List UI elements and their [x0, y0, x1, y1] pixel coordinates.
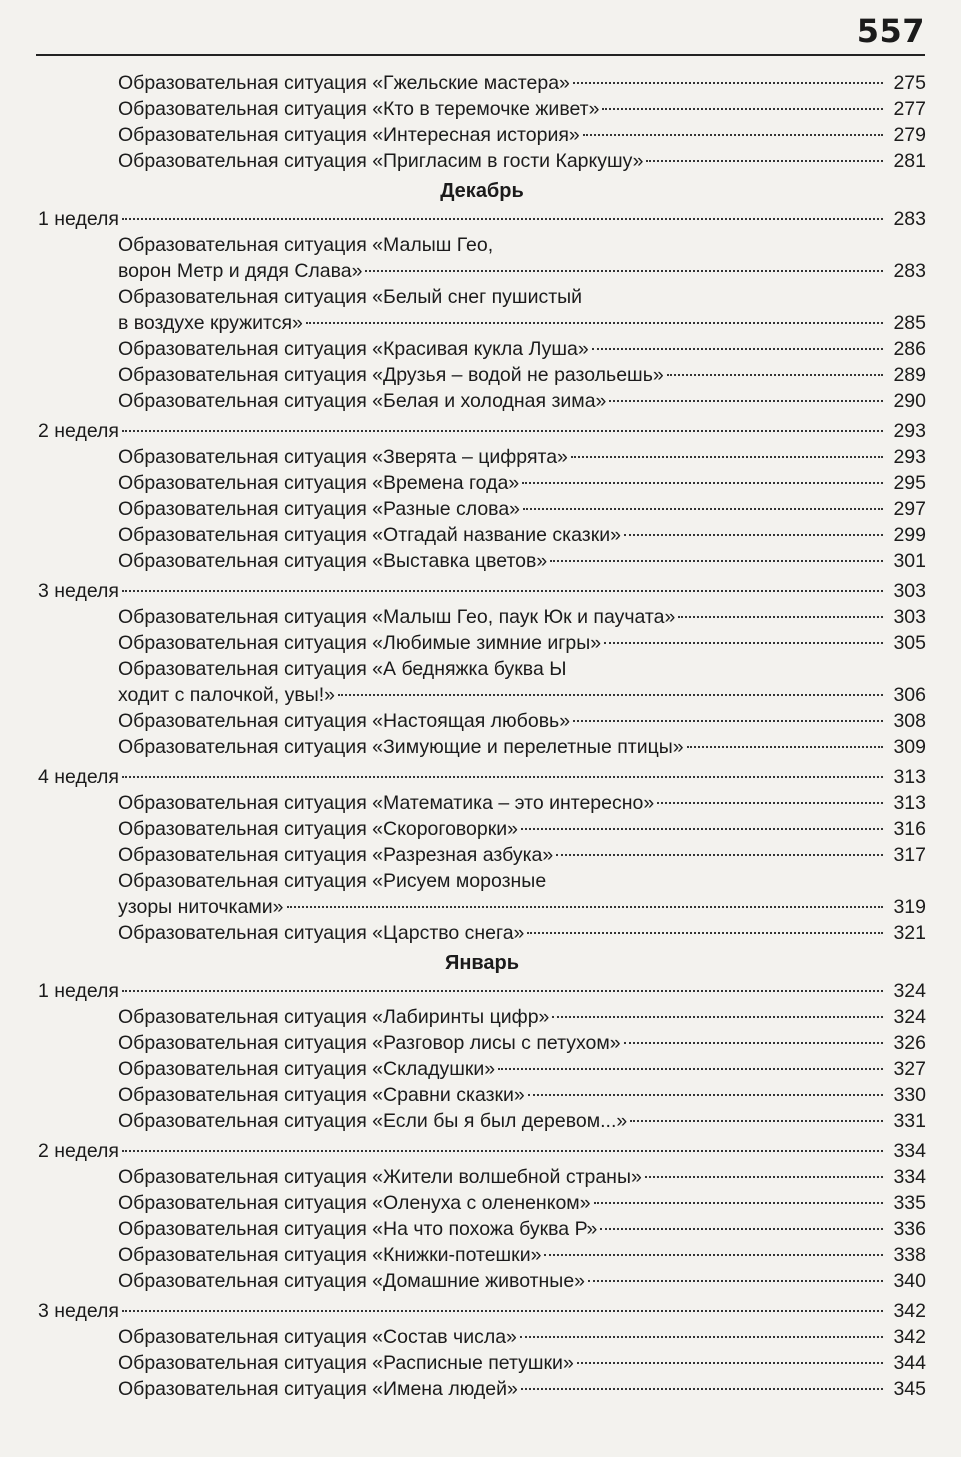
toc-entry[interactable]: Образовательная ситуация «Настоящая любовь» 308 [118, 710, 926, 732]
toc-entry[interactable]: Образовательная ситуация «Выставка цветов» 301 [118, 550, 926, 572]
header-rule [36, 54, 925, 56]
toc-entry[interactable]: Образовательная ситуация «Математика – это интересно» 313 [118, 792, 926, 814]
toc-entry[interactable]: Образовательная ситуация «На что похожа буква Р» 336 [118, 1218, 926, 1240]
toc-entry[interactable]: Образовательная ситуация «Имена людей» 345 [118, 1378, 926, 1400]
toc-entry[interactable]: Образовательная ситуация «Состав числа» 342 [118, 1326, 926, 1348]
week-entry[interactable]: 4 неделя 313 [38, 766, 926, 788]
toc-entry[interactable]: Образовательная ситуация «Разрезная азбука» 317 [118, 844, 926, 866]
toc-entry[interactable]: Образовательная ситуация «Интересная история» 279 [118, 124, 926, 146]
table-of-contents [38, 70, 926, 1402]
toc-entry[interactable]: Образовательная ситуация «Скороговорки» 316 [118, 818, 926, 840]
toc-entry[interactable]: Образовательная ситуация «Кто в теремочке живет» 277 [118, 98, 926, 120]
toc-entry[interactable]: Образовательная ситуация «Книжки-потешки» 338 [118, 1244, 926, 1266]
page-number: 557 [856, 12, 925, 50]
toc-entry[interactable]: Образовательная ситуация «Малыш Гео, паук Юк и паучата» 303 [118, 606, 926, 628]
week-entry[interactable]: 3 неделя 303 [38, 580, 926, 602]
toc-entry[interactable]: Образовательная ситуация «Гжельские мастера» 275 [118, 72, 926, 94]
toc-entry[interactable]: Образовательная ситуация «Лабиринты цифр» 324 [118, 1006, 926, 1028]
toc-entry[interactable]: Образовательная ситуация «Отгадай название сказки» 299 [118, 524, 926, 546]
toc-entry[interactable]: в воздухе кружится» 285 [118, 312, 926, 334]
toc-entry[interactable]: Образовательная ситуация «Друзья – водой не разольешь» 289 [118, 364, 926, 386]
toc-entry-line[interactable]: Образовательная ситуация «А бедняжка буква Ы [118, 658, 567, 680]
toc-entry[interactable]: узоры ниточками» 319 [118, 896, 926, 918]
toc-entry[interactable]: Образовательная ситуация «Зимующие и перелетные птицы» 309 [118, 736, 926, 758]
toc-entry[interactable]: Образовательная ситуация «Пригласим в гости Каркушу» 281 [118, 150, 926, 172]
toc-entry-line[interactable]: Образовательная ситуация «Рисуем морозные [118, 870, 547, 892]
toc-entry-line[interactable]: Образовательная ситуация «Белый снег пушистый [118, 286, 583, 308]
toc-entry[interactable]: Образовательная ситуация «Жители волшебной страны» 334 [118, 1166, 926, 1188]
toc-entry[interactable]: Образовательная ситуация «Разные слова» 297 [118, 498, 926, 520]
toc-entry[interactable]: Образовательная ситуация «Любимые зимние игры» 305 [118, 632, 926, 654]
week-entry[interactable]: 1 неделя 283 [38, 208, 926, 230]
toc-entry[interactable]: Образовательная ситуация «Разговор лисы с петухом» 326 [118, 1032, 926, 1054]
week-entry[interactable]: 3 неделя 342 [38, 1300, 926, 1322]
toc-entry[interactable]: Образовательная ситуация «Времена года» 295 [118, 472, 926, 494]
toc-entry[interactable]: Образовательная ситуация «Красивая кукла Луша» 286 [118, 338, 926, 360]
week-entry[interactable]: 2 неделя 334 [38, 1140, 926, 1162]
month-heading-january: Январь [444, 952, 520, 974]
toc-entry[interactable]: Образовательная ситуация «Складушки» 327 [118, 1058, 926, 1080]
toc-entry[interactable]: Образовательная ситуация «Зверята – цифрята» 293 [118, 446, 926, 468]
toc-entry[interactable]: Образовательная ситуация «Белая и холодная зима» 290 [118, 390, 926, 412]
month-heading-december: Декабрь [440, 180, 524, 202]
toc-entry-line[interactable]: Образовательная ситуация «Малыш Гео, [118, 234, 494, 256]
toc-entry[interactable]: Образовательная ситуация «Если бы я был деревом...» 331 [118, 1110, 926, 1132]
toc-entry[interactable]: Образовательная ситуация «Царство снега» 321 [118, 922, 926, 944]
toc-entry[interactable]: Образовательная ситуация «Домашние животные» 340 [118, 1270, 926, 1292]
toc-entry[interactable]: Образовательная ситуация «Сравни сказки» 330 [118, 1084, 926, 1106]
toc-entry[interactable]: Образовательная ситуация «Расписные петушки» 344 [118, 1352, 926, 1374]
toc-entry[interactable]: Образовательная ситуация «Оленуха с олененком» 335 [118, 1192, 926, 1214]
week-entry[interactable]: 1 неделя 324 [38, 980, 926, 1002]
toc-entry[interactable]: ходит с палочкой, увы!» 306 [118, 684, 926, 706]
week-entry[interactable]: 2 неделя 293 [38, 420, 926, 442]
toc-entry[interactable]: ворон Метр и дядя Слава» 283 [118, 260, 926, 282]
